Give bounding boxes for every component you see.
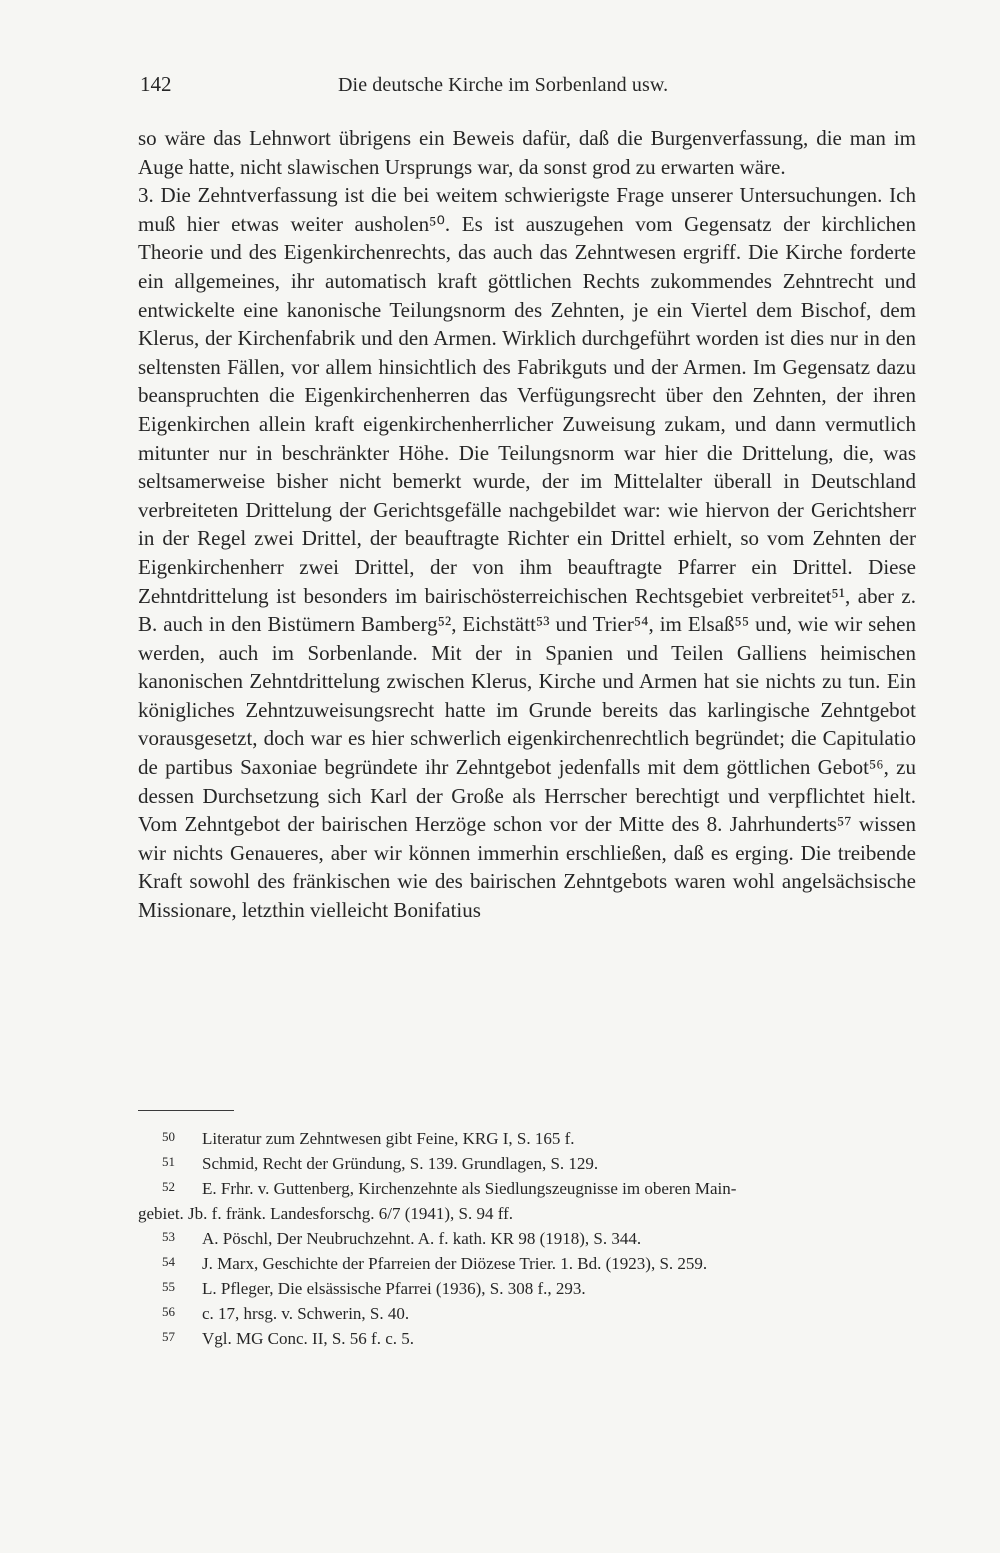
footnote-57 xyxy=(138,1326,916,1351)
footnote-number: 51 xyxy=(162,1154,175,1169)
footnote-number: 55 xyxy=(162,1279,175,1294)
footnote-number: 57 xyxy=(162,1329,175,1344)
footnote-51 xyxy=(138,1151,916,1176)
footnote-50 xyxy=(138,1126,916,1151)
footnote-number: 52 xyxy=(162,1179,175,1194)
paragraph-2: 3. Die Zehntverfassung ist die bei weitem schwierigste Frage unserer Untersuchungen. Ich muß hier etwas weiter ausholen⁵⁰. Es ist auszugehen vom Gegensatz der kirchlichen Theorie und des Eigenkirchenrechts, das auch das Zehntwesen ergriff. Die Kirche forderte ein allgemeines, ihr automatisch kraft göttlichen Rechts zukommendes Zehntrecht und entwickelte eine kanonische Teilungsnorm des Zehnten, je ein Viertel dem Bischof, dem Klerus, der Kirchenfabrik und den Armen. Wirklich durchgeführt worden ist dies nur in den seltensten Fällen, vor allem hinsichtlich des Fabrikguts und der Armen. Im Gegensatz dazu beanspruchten die Eigenkirchenherren das Verfügungsrecht über den Zehnten, der ihren Eigenkirchen allein kraft eigenkirchenherrlicher Zuweisung zukam, und dann vermutlich mitunter nur in beschränkter Höhe. Die Teilungsnorm war hier die Drittelung, die, was seltsamerweise bisher nicht bemerkt wurde, der im Mittelalter überall in Deutschland verbreiteten Drittelung der Gerichtsgefälle nachgebildet war: wie hiervon der Gerichtsherr in der Regel zwei Drittel, der beauftragte Richter ein Drittel erhielt, so vom Zehnten der Eigenkirchenherr zwei Drittel, der von ihm beauftragte Pfarrer ein Drittel. Diese Zehntdrittelung ist besonders im bairischösterreichischen Rechtsgebiet verbreitet⁵¹, aber z. B. auch in den Bistümern Bamberg⁵², Eichstätt⁵³ und Trier⁵⁴, im Elsaß⁵⁵ und, wie wir sehen werden, auch im Sorbenlande. Mit der in Spanien und Teilen Galliens heimischen kanonischen Zehntdrittelung zwischen Klerus, Kirche und Armen hat sie nichts zu tun. Ein königliches Zehntzuweisungsrecht hatte im Grunde bereits das karlingische Zehntgebot vorausgesetzt, doch war es hier schwerlich eigenkirchenrechtlich begründet; die Capitulatio de partibus Saxoniae begründete ihr Zehntgebot jedenfalls mit dem göttlichen Gebot⁵⁶, zu dessen Durchsetzung sich Karl der Große als Herrscher berechtigt und verpflichtet hielt. Vom Zehntgebot der bairischen Herzöge schon vor der Mitte des 8. Jahrhunderts⁵⁷ wissen wir nichts Genaueres, aber wir können immerhin erschließen, daß es erging. Die treibende Kraft sowohl des fränkischen wie des bairischen Zehntgebots waren wohl angelsächsische Missionare, letzthin vielleicht Bonifatius xyxy=(138,183,916,923)
footnote-text: L. Pfleger, Die elsässische Pfarrei (1936), S. 308 f., 293. xyxy=(202,1279,586,1298)
footnote-56 xyxy=(138,1301,916,1326)
footnote-text: Literatur zum Zehntwesen gibt Feine, KRG I, S. 165 f. xyxy=(202,1129,575,1148)
running-title: Die deutsche Kirche im Sorbenland usw. xyxy=(338,74,669,96)
footnote-number: 54 xyxy=(162,1254,175,1269)
footnote-52 xyxy=(138,1176,916,1226)
footnote-number: 50 xyxy=(162,1129,175,1144)
footnote-number: 53 xyxy=(162,1229,175,1244)
footnotes xyxy=(138,1126,916,1351)
footnote-text: Schmid, Recht der Gründung, S. 139. Grundlagen, S. 129. xyxy=(202,1154,599,1173)
footnote-number: 56 xyxy=(162,1304,175,1319)
footnote-text: c. 17, hrsg. v. Schwerin, S. 40. xyxy=(202,1304,410,1323)
footnote-text: E. Frhr. v. Guttenberg, Kirchenzehnte als Siedlungszeugnisse im oberen Main- xyxy=(202,1179,737,1198)
page-number: 142 xyxy=(140,72,172,96)
footnote-55 xyxy=(138,1276,916,1301)
footnote-text: A. Pöschl, Der Neubruchzehnt. A. f. kath. KR 98 (1918), S. 344. xyxy=(202,1229,642,1248)
footnote-text-continued: gebiet. Jb. f. fränk. Landesforschg. 6/7 (1941), S. 94 ff. xyxy=(138,1204,514,1223)
paragraph-1: so wäre das Lehnwort übrigens ein Beweis dafür, daß die Burgenverfassung, die man im Auge hatte, nicht slawischen Ursprungs war, da sonst grod zu erwarten wäre. xyxy=(138,126,916,179)
footnote-54 xyxy=(138,1251,916,1276)
main-text xyxy=(138,124,916,925)
footnote-text: Vgl. MG Conc. II, S. 56 f. c. 5. xyxy=(202,1329,415,1348)
footnote-separator xyxy=(138,1110,234,1111)
page-header xyxy=(136,72,916,102)
footnote-text: J. Marx, Geschichte der Pfarreien der Diözese Trier. 1. Bd. (1923), S. 259. xyxy=(202,1254,708,1273)
footnote-53 xyxy=(138,1226,916,1251)
